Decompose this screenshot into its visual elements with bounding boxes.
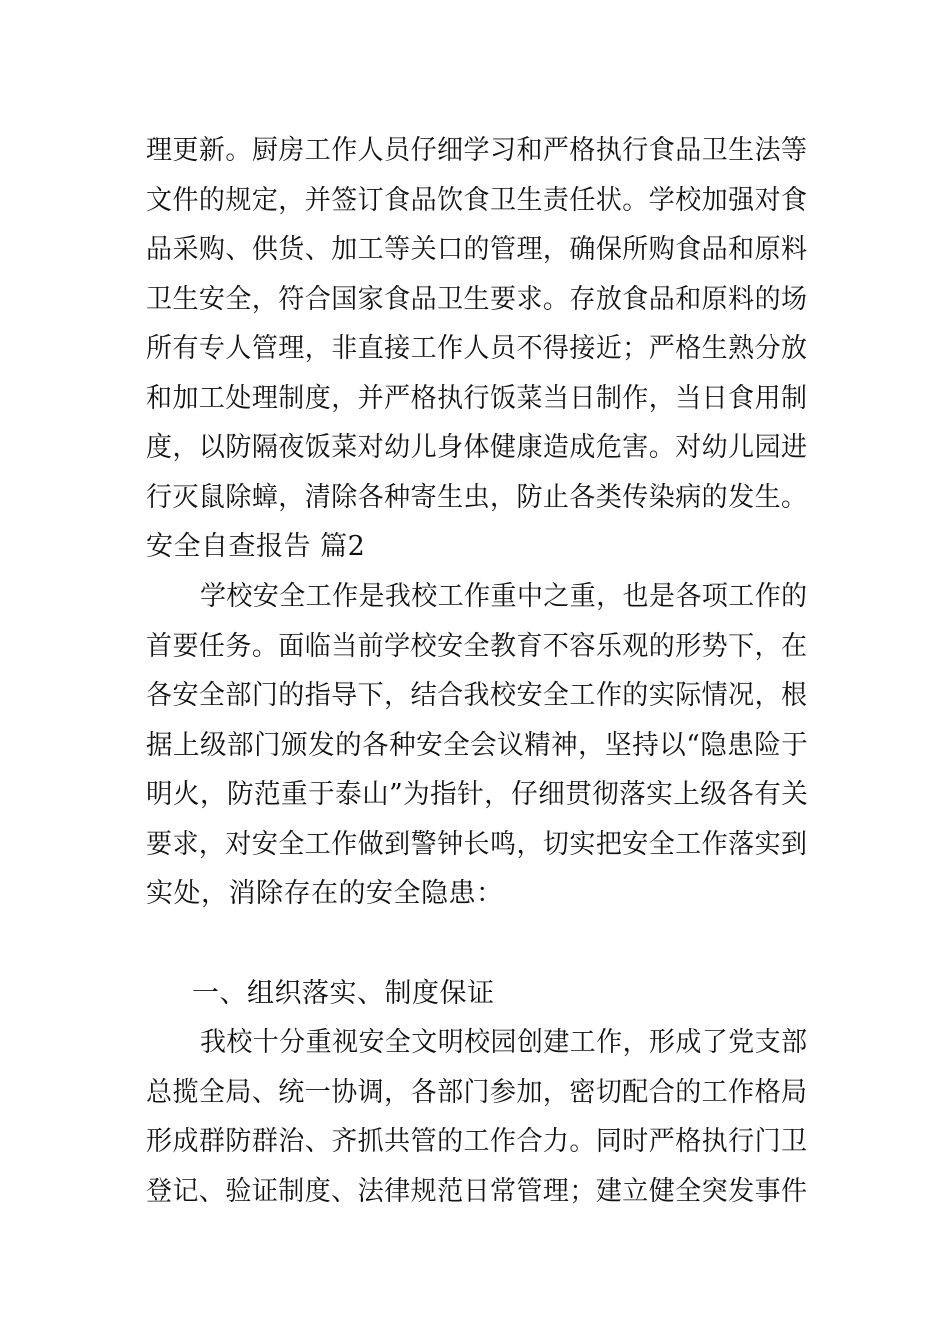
text-line: 形成群防群治、齐抓共管的工作合力。同时严格执行门卫 [146,1126,808,1157]
text-line: 总揽全局、统一协调，各部门参加，密切配合的工作格局 [146,1077,808,1108]
text-line: 品采购、供货、加工等关口的管理，确保所购食品和原料 [146,234,808,265]
text-line: 各安全部门的指导下，结合我校安全工作的实际情况，根 [146,680,808,711]
section-heading: 一、组织落实、制度保证 [192,978,495,1009]
text-line: 要求，对安全工作做到警钟长鸣，切实把安全工作落实到 [146,829,808,860]
text-line: 学校安全工作是我校工作重中之重，也是各项工作的 [200,581,808,612]
text-line: 据上级部门颁发的各种安全会议精神，坚持以“隐患险于 [146,730,809,761]
text-line: 所有专人管理，非直接工作人员不得接近；严格生熟分放 [146,333,808,364]
text-line: 明火，防范重于泰山”为指针，仔细贯彻落实上级各有关 [146,779,809,810]
text-line: 理更新。厨房工作人员仔细学习和严格执行食品卫生法等 [146,135,808,166]
text-line: 实处，消除存在的安全隐患： [146,878,504,909]
text-line: 行灭鼠除蟑，清除各种寄生虫，防止各类传染病的发生。 [146,482,808,513]
text-line: 和加工处理制度，并严格执行饭菜当日制作，当日食用制 [146,383,808,414]
text-line: 首要任务。面临当前学校安全教育不容乐观的形势下，在 [146,631,808,662]
text-line: 文件的规定，并签订食品饮食卫生责任状。学校加强对食 [146,185,808,216]
article-title: 安全自查报告 篇2 [146,531,366,562]
text-line: 度，以防隔夜饭菜对幼儿身体健康造成危害。对幼儿园进 [146,432,808,463]
text-line: 登记、验证制度、法律规范日常管理；建立健全突发事件 [146,1176,808,1207]
text-line: 我校十分重视安全文明校园创建工作，形成了党支部 [200,1027,808,1058]
text-line: 卫生安全，符合国家食品卫生要求。存放食品和原料的场 [146,284,808,315]
